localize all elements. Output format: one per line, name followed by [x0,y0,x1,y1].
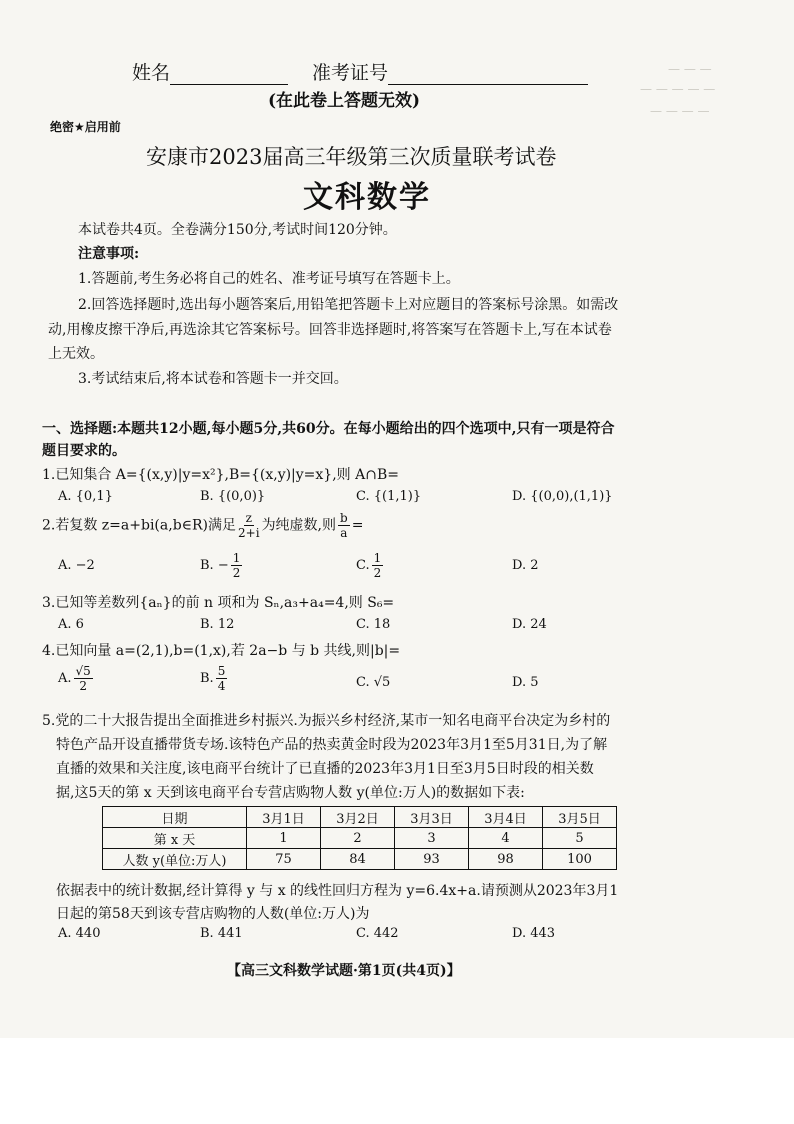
table-cell: 3月1日 [247,807,321,828]
id-field [312,58,588,85]
q2-option-d: D. 2 [512,558,539,573]
section-heading: 一、选择题:本题共12小题,每小题5分,共60分。在每小题给出的四个选项中,只有一项是符合 [42,421,615,437]
section-heading-cont: 题目要求的。 [42,443,126,459]
q4-option-b: B. $\frac{5}{4}$ [200,664,226,693]
question-3-stem: 3.已知等差数列{aₙ}的前 n 项和为 Sₙ,a₃+a₄=4,则 S₆= [42,595,395,611]
question-5-line: 据,这5天的第 x 天到该电商平台专营店购物人数 y(单位:万人)的数据如下表: [56,785,525,801]
subject-title: 文科数学 [303,180,431,215]
q2-option-b: B. − $\frac{1}{2}$ [200,551,241,580]
question-5-followup: 依据表中的统计数据,经计算得 y 与 x 的线性回归方程为 y=6.4x+a.请预测从2023年3月1 [56,883,619,899]
table-row [103,807,617,828]
q2-option-a: A. −2 [58,558,95,573]
table-cell: 3月5日 [543,807,617,828]
id-label: 准考证号 [312,62,389,84]
q5-option-a: A. 440 [58,926,101,941]
q1-option-d: D. {(0,0),(1,1)} [512,489,613,504]
q3-option-a: A. 6 [58,617,84,632]
name-blank [170,64,288,85]
q1-option-a: A. {0,1} [58,489,113,504]
note-line: 1.答题前,考生务必将自己的姓名、准考证号填写在答题卡上。 [78,271,460,287]
question-5-line: 特色产品开设直播带货专场.该特色产品的热卖黄金时段为2023年3月1至5月31日,为了解 [56,737,608,753]
page-footer: 【高三文科数学试题·第1页(共4页)】 [227,963,461,979]
bleed-through-mark: — — — — [650,104,710,118]
table-cell: 75 [247,849,321,870]
table-cell: 93 [395,849,469,870]
q3-option-c: C. 18 [356,617,391,632]
note-line: 2.回答选择题时,选出每小题答案后,用铅笔把答题卡上对应题目的答案标号涂黑。如需改 [78,297,619,313]
q2-option-c: C. $\frac{1}{2}$ [356,551,382,580]
q5-option-b: B. 441 [200,926,243,941]
question-5-followup: 日起的第58天到该专营店购物的人数(单位:万人)为 [56,906,370,922]
table-cell: 1 [247,828,321,849]
invalid-note: (在此卷上答题无效) [268,91,421,111]
q5-option-d: D. 443 [512,926,556,941]
q3-option-d: D. 24 [512,617,547,632]
table-row [103,828,617,849]
question-1-stem: 1.已知集合 A={(x,y)|y=x²},B={(x,y)|y=x},则 A∩B= [42,467,399,483]
table-cell: 2 [321,828,395,849]
fraction: $\frac{z}{2+i}$ [238,511,260,540]
table-cell: 84 [321,849,395,870]
q4-option-d: D. 5 [512,675,539,690]
table-cell: 3 [395,828,469,849]
table-cell: 3月3日 [395,807,469,828]
data-table [102,806,617,870]
q1-option-c: C. {(1,1)} [356,489,422,504]
question-5-line: 5.党的二十大报告提出全面推进乡村振兴.为振兴乡村经济,某市一知名电商平台决定为乡村的 [42,713,611,729]
table-cell: 3月4日 [469,807,543,828]
intro-text: 本试卷共4页。全卷满分150分,考试时间120分钟。 [78,222,397,238]
table-cell: 3月2日 [321,807,395,828]
table-row [103,849,617,870]
table-cell: 98 [469,849,543,870]
question-5-line: 直播的效果和关注度,该电商平台统计了已直播的2023年3月1日至3月5日时段的相关数 [56,761,594,777]
exam-title: 安康市2023届高三年级第三次质量联考试卷 [146,145,557,169]
q3-option-b: B. 12 [200,617,235,632]
table-cell: 4 [469,828,543,849]
name-label: 姓名 [132,62,171,84]
table-cell: 100 [543,849,617,870]
notes-heading: 注意事项: [78,246,140,262]
secret-mark: 绝密★启用前 [50,120,121,134]
bleed-through-mark: — — — [668,62,712,76]
name-field [132,58,288,85]
q1-option-b: B. {(0,0)} [200,489,266,504]
id-blank [388,64,588,85]
q5-option-c: C. 442 [356,926,399,941]
note-line: 动,用橡皮擦干净后,再选涂其它答案标号。回答非选择题时,将答案写在答题卡上,写在本试卷 [48,322,612,338]
table-header-cell: 日期 [103,807,247,828]
note-line: 上无效。 [48,346,104,362]
note-line: 3.考试结束后,将本试卷和答题卡一并交回。 [78,371,348,387]
table-header-cell: 第 x 天 [103,828,247,849]
fraction: $\frac{b}{a}$ [340,511,348,540]
q4-option-c: C. √5 [356,675,391,690]
table-header-cell: 人数 y(单位:万人) [103,849,247,870]
q4-option-a: A. $\frac{√5}{2}$ [58,664,91,693]
table-cell: 5 [543,828,617,849]
question-2-stem: 2.若复数 z=a+bi(a,b∈R)满足 $\frac{z}{2+i}$ 为纯虚数,则 $\frac{b}{a}$ = [42,511,364,540]
question-4-stem: 4.已知向量 a=(2,1),b=(1,x),若 2a−b 与 b 共线,则|b|= [42,643,401,659]
bleed-through-mark: — — — — — [640,82,716,96]
